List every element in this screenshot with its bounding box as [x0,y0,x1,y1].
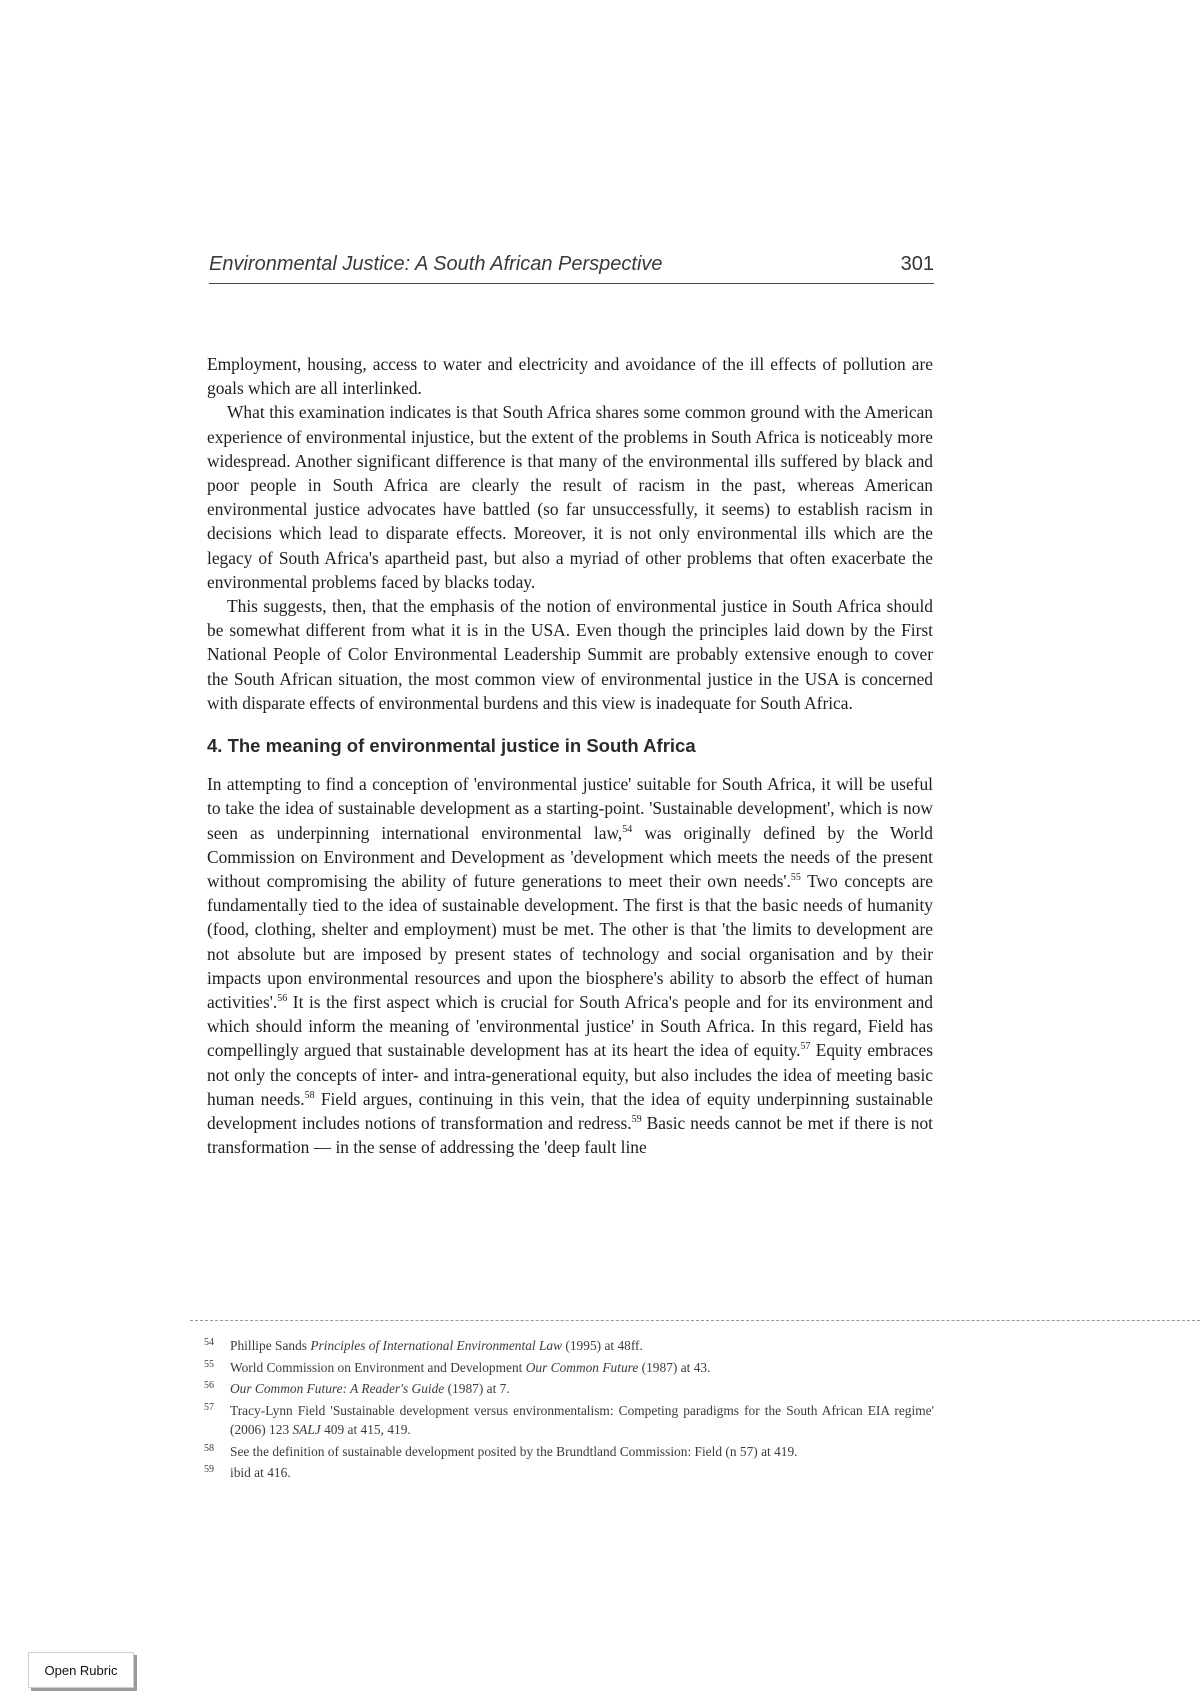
footnote-number: 57 [204,1401,214,1413]
footnote-ref: 54 [622,823,633,835]
running-title: Environmental Justice: A South African Perspective [209,253,663,275]
main-text [207,352,933,1160]
footnote-number: 59 [204,1464,214,1475]
footnote-title: Our Common Future: A Reader's Guide [230,1381,445,1396]
page-number: 301 [900,253,934,275]
footnote-number: 58 [204,1442,214,1454]
text-run: was originally defined by the World Commission on Environment and Development as 'development which meets the needs of the present without compromising the ability of future generations to meet their own needs'. [207,822,933,892]
footnote [204,1336,934,1356]
text-run: It is the first aspect which is crucial for South Africa's people and for its environment and which should inform the meaning of 'environmental justice' in South Africa. In this regard, Field has compellingly argued that sustainable development has at its heart the idea of equity. [207,992,933,1061]
paragraph: What this examination indicates is that South Africa shares some common ground with the American experience of environmental injustice, but the extent of the problems in South Africa is noticeably more widespread. Another significant difference is that many of the environmental ills suffered by black and poor people in South Africa are clearly the result of racism in the past, whereas American environmental justice advocates have battled (so far unsuccessfully, it seems) to establish racism in decisions which lead to disparate effects. Moreover, it is not only environmental ills which are the legacy of South Africa's apartheid past, but also a myriad of other problems that often exacerbate the environmental problems faced by blacks today. [207,402,933,592]
text-run: Basic needs cannot be met if there is not transformation — in the sense of addressing the 'deep fault line [207,1113,933,1158]
text-run: Two concepts are fundamentally tied to the idea of sustainable development. The first is that the basic needs of humanity (food, clothing, shelter and employment) must be met. The other is that 'the limits to development are not absolute but are imposed by present states of technology and social organisation and by their impacts upon environmental resources and upon the biosphere's ability to absorb the effect of human activities'. [207,871,933,1013]
footnote-text: 409 at 415, 419. [320,1422,411,1437]
footnote-number: 54 [204,1337,214,1348]
paragraph: This suggests, then, that the emphasis of the notion of environmental justice in South Africa should be somewhat different from what it is in the USA. Even though the principles laid down by the First National People of Color Environmental Leadership Summit are probably extensive enough to cover the South African situation, the most common view of environmental justice in the USA is concerned with disparate effects of environmental burdens and this view is inadequate for South Africa. [207,596,933,713]
footnote-text: See the definition of sustainable development posited by the Brundtland Commission: Field (n 57) at 419. [230,1443,798,1459]
paragraph: Employment, housing, access to water and electricity and avoidance of the ill effects of pollution are goals which are all interlinked. [207,354,933,399]
paragraph [207,772,933,1159]
footnotes [204,1336,934,1485]
footnote-ref: 58 [304,1090,315,1102]
footnote-title: Principles of International Environmental Law [310,1338,563,1353]
footnote-text: World Commission on Environment and Development [230,1359,526,1375]
footnote-title: Our Common Future [525,1359,639,1375]
open-rubric-button[interactable]: Open Rubric [28,1652,134,1688]
footnote [204,1379,934,1399]
text-run: Field argues, continuing in this vein, that the idea of equity underpinning sustainable development includes notions of transformation and redress. [207,1088,933,1134]
footnote-text: (1995) at 48ff. [562,1338,643,1353]
footnote-number: 55 [204,1358,214,1370]
footnote-text: (1987) at 7. [444,1381,510,1396]
footnote-text: (1987) at 43. [638,1359,711,1375]
footnote [204,1463,934,1483]
footnote-ref: 56 [277,993,288,1005]
footnote-ref: 55 [790,872,801,884]
footnote [204,1442,934,1462]
footnote [204,1358,934,1378]
footnote-number: 56 [204,1380,214,1391]
footnote-divider [190,1320,1200,1321]
footnote-text: Phillipe Sands [230,1338,311,1353]
footnote-title: SALJ [292,1422,321,1437]
text-run: In attempting to find a conception of 'environmental justice' suitable for South Africa, it will be useful to take the idea of sustainable development as a starting-point. 'Sustainable development', which is now seen as underpinning international environmental law, [207,774,933,843]
text-run: Equity embraces not only the concepts of inter- and intra-generational equity, but also includes the idea of meeting basic human needs. [207,1040,933,1109]
footnote-text: Tracy-Lynn Field 'Sustainable development versus environmentalism: Competing paradigms for the South African EIA regime' (2006) 123 [230,1402,934,1437]
section-heading: 4. The meaning of environmental justice in South Africa [207,735,696,757]
footnote [204,1401,934,1440]
page-header [209,253,934,284]
footnote-ref: 57 [800,1041,811,1053]
footnote-ref: 59 [631,1114,642,1126]
footnote-text: ibid at 416. [230,1465,291,1480]
